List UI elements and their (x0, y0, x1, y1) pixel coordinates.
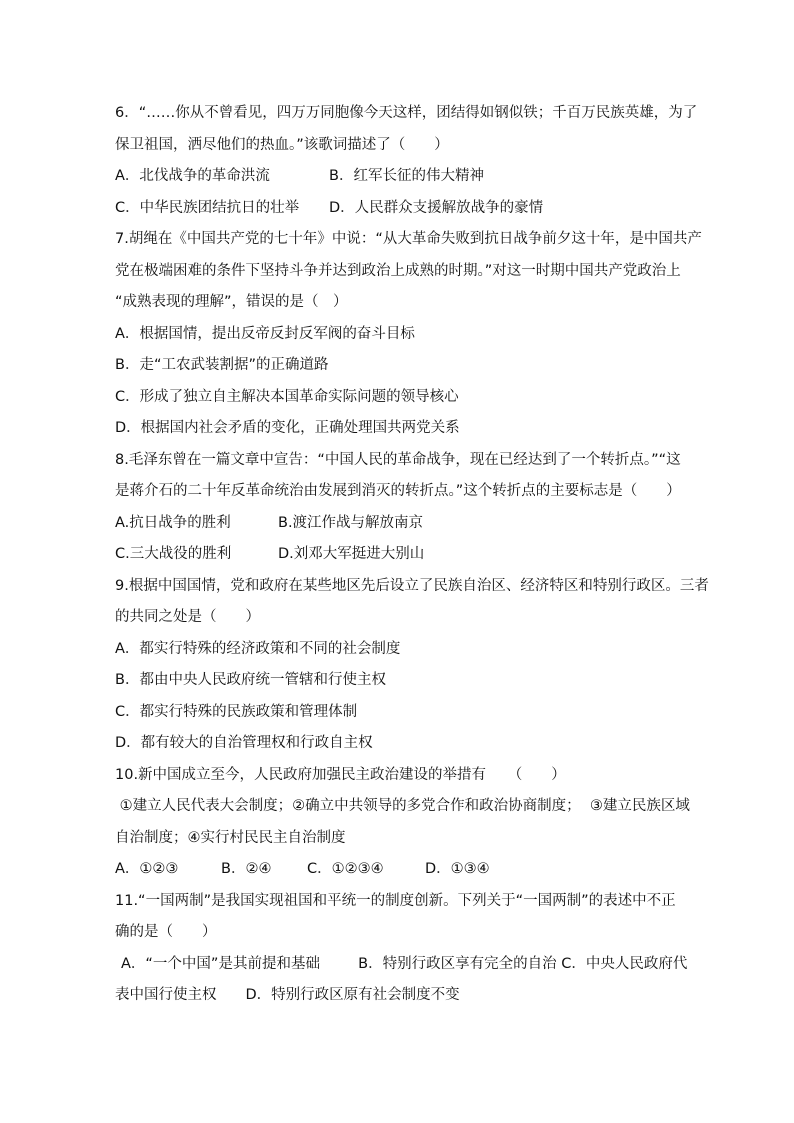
option-row (115, 193, 683, 225)
question-8 (115, 445, 683, 571)
question-stem-line: 8.毛泽东曾在一篇文章中宣告：“中国人民的革命战争，现在已经达到了一个转折点。”“这 (115, 451, 681, 468)
question-stem-line: 7.胡绳在《中国共产党的七十年》中说：“从大革命失败到抗日战争前夕这十年，是中国共产 (115, 231, 702, 247)
option-b[interactable]: B.渡江作战与解放南京 (278, 514, 424, 531)
question-stem-line: ①建立人民代表大会制度；②确立中共领导的多党合作和政治协商制度； ③建立民族区域 (115, 798, 690, 814)
option-line[interactable]: 表中国行使主权 D．特别行政区原有社会制度不变 (115, 987, 460, 1003)
question-9 (115, 571, 709, 760)
option-d[interactable]: D．都有较大的自治管理权和行政自主权 (115, 735, 373, 751)
option-row (115, 854, 683, 886)
option-d[interactable]: D．根据国内社会矛盾的变化，正确处理国共两党关系 (115, 420, 460, 436)
option-c[interactable]: C.三大战役的胜利 (115, 546, 232, 562)
question-6 (115, 98, 698, 224)
question-stem-line: 是蒋介石的二十年反革命统治由发展到消灭的转折点。”这个转折点的主要标志是（ ） (115, 483, 681, 499)
option-a[interactable]: A．北伐战争的革命洪流 (115, 168, 270, 184)
question-stem-line: 确的是（ ） (115, 924, 217, 940)
question-stem-line: 10.新中国成立至今，人民政府加强民主政治建设的举措有 （ ） (115, 766, 566, 783)
question-stem-line: 自治制度；④实行村民民主自治制度 (115, 829, 346, 846)
option-d[interactable]: D.刘邓大军挺进大别山 (278, 546, 425, 562)
option-a[interactable]: A.抗日战争的胜利 (115, 514, 231, 531)
question-stem-line: 的共同之处是（ ） (115, 609, 260, 625)
question-stem-line: 党在极端困难的条件下坚持斗争并达到政治上成熟的时期。”对这一时期中国共产党政治上 (115, 262, 681, 279)
option-b[interactable]: B．②④ (221, 861, 272, 877)
option-d[interactable]: D．①③④ (425, 861, 490, 877)
option-a[interactable]: A．①②③ (115, 861, 179, 877)
option-b[interactable]: B．红军长征的伟大精神 (329, 168, 484, 184)
question-stem-line: 6．“……你从不曾看见，四万万同胞像今天这样，团结得如钢似铁；千百万民族英雄，为了 (115, 105, 698, 121)
option-c[interactable]: C．都实行特殊的民族政策和管理体制 (115, 703, 358, 720)
option-c[interactable]: C．中华民族团结抗日的壮举 (115, 199, 300, 216)
exam-page (115, 98, 709, 1012)
option-a[interactable]: A．都实行特殊的经济政策和不同的社会制度 (115, 640, 401, 657)
option-line[interactable]: A．“一个中国”是其前提和基础 B．特别行政区享有完全的自治 C．中央人民政府代 (121, 955, 688, 972)
option-d[interactable]: D．人民群众支援解放战争的豪情 (329, 199, 544, 216)
question-stem-line: 保卫祖国，洒尽他们的热血。”该歌词描述了（ ） (115, 136, 449, 153)
question-11 (115, 886, 688, 1012)
option-c[interactable]: C．形成了独立自主解决本国革命实际问题的领导核心 (115, 388, 459, 405)
question-7 (115, 224, 702, 445)
option-row (115, 161, 683, 193)
option-b[interactable]: B．都由中央人民政府统一管辖和行使主权 (115, 672, 386, 688)
option-row (115, 539, 683, 571)
option-row (115, 508, 683, 540)
option-a[interactable]: A．根据国情，提出反帝反封反军阀的奋斗目标 (115, 325, 415, 342)
option-c[interactable]: C．①②③④ (307, 861, 384, 877)
question-stem-line: 9.根据中国国情，党和政府在某些地区先后设立了民族自治区、经济特区和特别行政区。三者 (115, 577, 709, 594)
question-stem-line: 11.“一国两制”是我国实现祖国和平统一的制度创新。下列关于“一国两制”的表述中不正 (115, 892, 676, 909)
question-10 (115, 760, 690, 886)
question-stem-line: “成熟表现的理解”，错误的是（ ） (115, 294, 348, 310)
option-b[interactable]: B．走“工农武装割据”的正确道路 (115, 357, 329, 373)
